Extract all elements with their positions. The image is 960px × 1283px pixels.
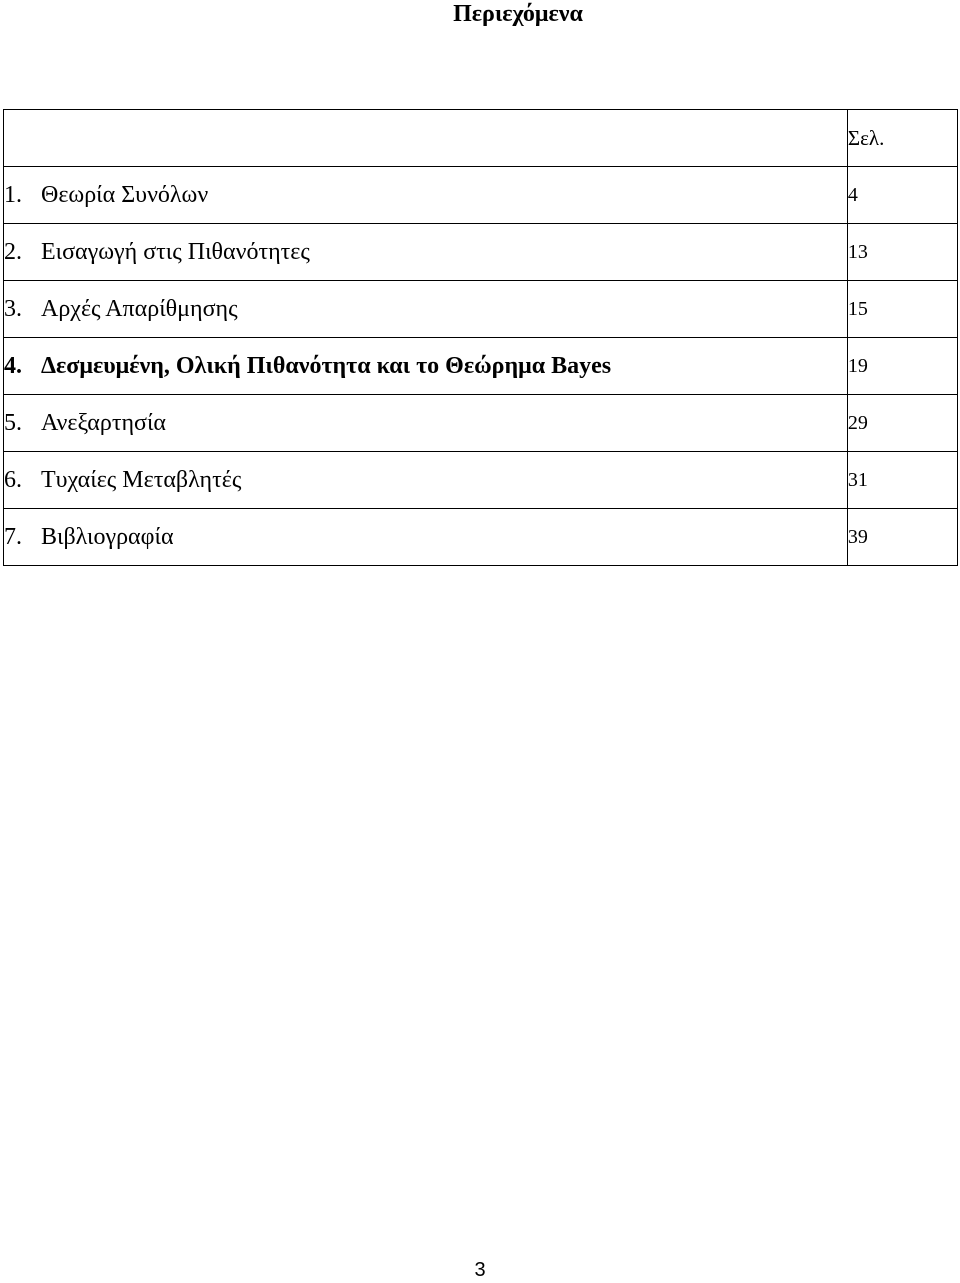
toc-entry-page: 39 bbox=[847, 509, 957, 566]
toc-entry-title-cell bbox=[4, 281, 848, 338]
toc-entry-title-cell bbox=[4, 395, 848, 452]
table-row bbox=[4, 338, 958, 395]
toc-header-title-cell bbox=[4, 110, 848, 167]
toc-entry-page: 4 bbox=[847, 167, 957, 224]
toc-entry-number: 3. bbox=[4, 295, 22, 322]
toc-entry-page: 19 bbox=[847, 338, 957, 395]
toc-entry-title: Ανεξαρτησία bbox=[41, 409, 167, 436]
toc-entry-title: Εισαγωγή στις Πιθανότητες bbox=[41, 238, 310, 265]
toc-entry-number: 2. bbox=[4, 238, 22, 265]
toc-entry-title-cell bbox=[4, 452, 848, 509]
toc-entry-title-cell bbox=[4, 509, 848, 566]
toc-entry-title-cell bbox=[4, 338, 848, 395]
toc-entry-page: 13 bbox=[847, 224, 957, 281]
table-row bbox=[4, 395, 958, 452]
page-column-header: Σελ. bbox=[847, 110, 957, 167]
toc-entry-page: 31 bbox=[847, 452, 957, 509]
toc-entry-number: 5. bbox=[4, 409, 22, 436]
toc-entry-title: Βιβλιογραφία bbox=[41, 523, 174, 550]
table-row bbox=[4, 167, 958, 224]
toc-entry-title-cell bbox=[4, 167, 848, 224]
toc-entry-number: 7. bbox=[4, 523, 22, 550]
toc-entry-title: Δεσμευμένη, Ολική Πιθανότητα και το Θεώρημα Bayes bbox=[41, 352, 612, 379]
toc-entry-page: 29 bbox=[847, 395, 957, 452]
toc-entry-number: 6. bbox=[4, 466, 22, 493]
table-row bbox=[4, 281, 958, 338]
document-title: Περιεχόμενα bbox=[453, 1, 583, 27]
footer-page-number: 3 bbox=[474, 1259, 486, 1281]
toc-header-row bbox=[4, 110, 958, 167]
toc-entry-title: Τυχαίες Μεταβλητές bbox=[41, 466, 242, 493]
table-row bbox=[4, 452, 958, 509]
table-of-contents bbox=[3, 109, 958, 566]
toc-entry-number: 1. bbox=[4, 181, 22, 208]
table-row bbox=[4, 509, 958, 566]
toc-entry-title: Θεωρία Συνόλων bbox=[41, 181, 209, 208]
table-row bbox=[4, 224, 958, 281]
toc-entry-number: 4. bbox=[4, 352, 22, 379]
toc-entry-title: Αρχές Απαρίθμησης bbox=[41, 295, 238, 322]
toc-entry-title-cell bbox=[4, 224, 848, 281]
toc-entry-page: 15 bbox=[847, 281, 957, 338]
